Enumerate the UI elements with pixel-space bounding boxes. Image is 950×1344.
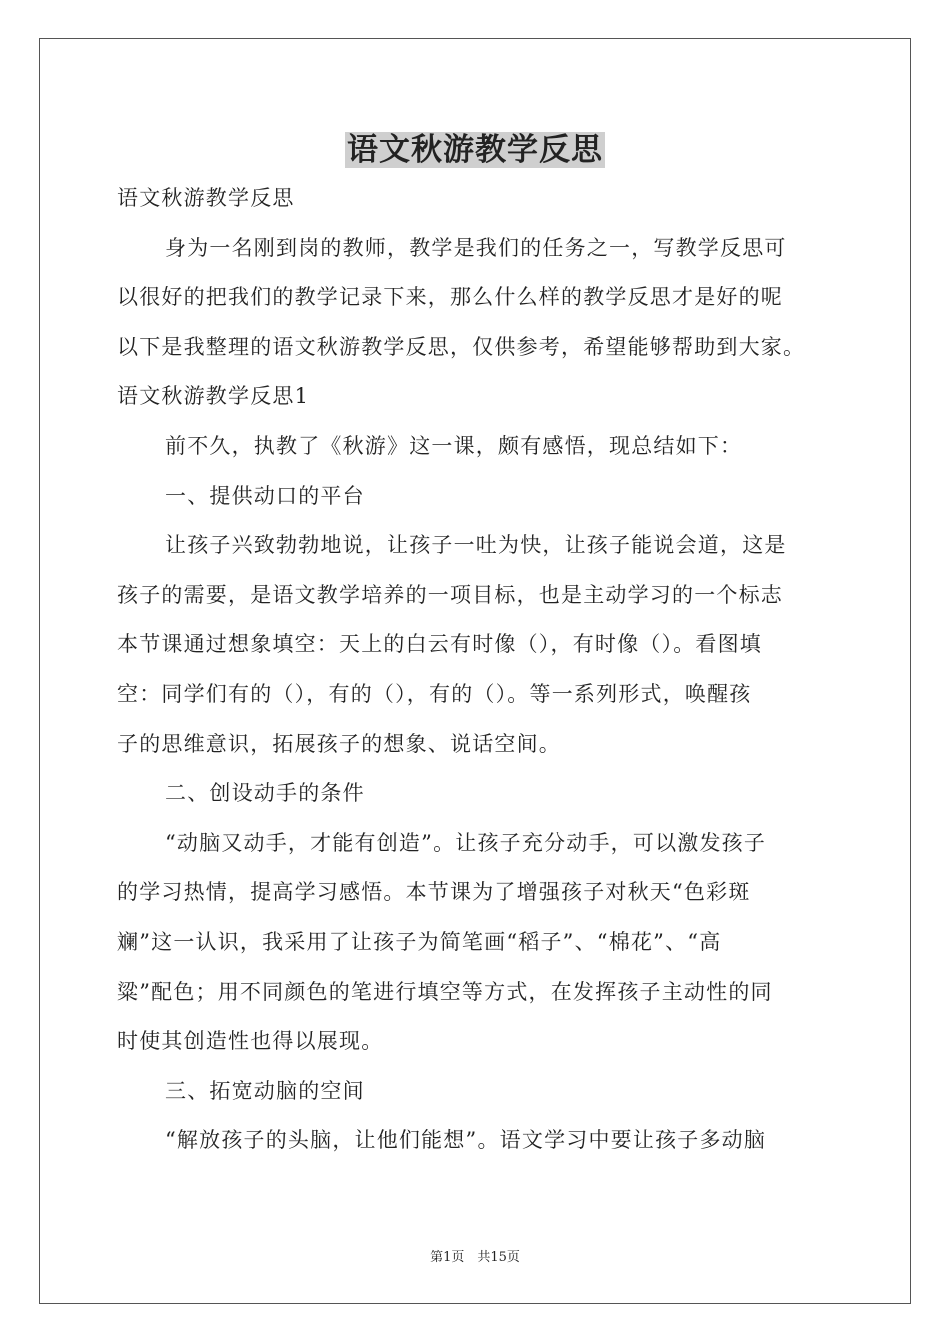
text-line: 以很好的把我们的教学记录下来，那么什么样的教学反思才是好的呢 [117,285,783,310]
text-line: 时使其创造性也得以展现。 [117,1029,384,1054]
page-number-footer: 第1页 共15页 [430,1250,520,1265]
text-line: 一、提供动口的平台 [165,483,365,508]
text-line: 孩子的需要，是语文教学培养的一项目标，也是主动学习的一个标志 [117,582,783,607]
text-line: 空：同学们有的（），有的（），有的（）。等一系列形式，唤醒孩 [117,681,752,706]
text-line: “动脑又动手，才能有创造”。让孩子充分动手，可以激发孩子 [165,830,767,855]
document-title [0,128,950,172]
text-line: 前不久，执教了《秋游》这一课，颇有感悟，现总结如下： [165,433,743,458]
text-line: 本节课通过想象填空：天上的白云有时像（），有时像（）。看图填 [117,632,762,657]
document-title-text: 语文秋游教学反思 [347,132,603,168]
text-line: 三、拓宽动脑的空间 [165,1078,365,1103]
document-body [117,174,837,1166]
text-line: “解放孩子的头脑，让他们能想”。语文学习中要让孩子多动脑 [165,1128,767,1153]
text-line: 二、创设动手的条件 [165,781,365,806]
text-line: 的学习热情，提高学习感悟。本节课为了增强孩子对秋天“色彩斑 [117,880,751,905]
text-line: 粱”配色；用不同颜色的笔进行填空等方式，在发挥孩子主动性的同 [117,979,773,1004]
text-line: 语文秋游教学反思1 [117,384,310,409]
text-line: 身为一名刚到岗的教师，教学是我们的任务之一，写教学反思可 [165,235,787,260]
text-line: 语文秋游教学反思 [117,186,295,210]
text-line: 子的思维意识，拓展孩子的想象、说话空间。 [117,731,561,756]
text-line: 斓”这一认识，我采用了让孩子为简笔画“稻子”、“棉花”、“高 [117,929,722,954]
text-line: 让孩子兴致勃勃地说，让孩子一吐为快，让孩子能说会道，这是 [165,533,787,558]
text-line: 以下是我整理的语文秋游教学反思，仅供参考，希望能够帮助到大家。 [117,334,806,359]
